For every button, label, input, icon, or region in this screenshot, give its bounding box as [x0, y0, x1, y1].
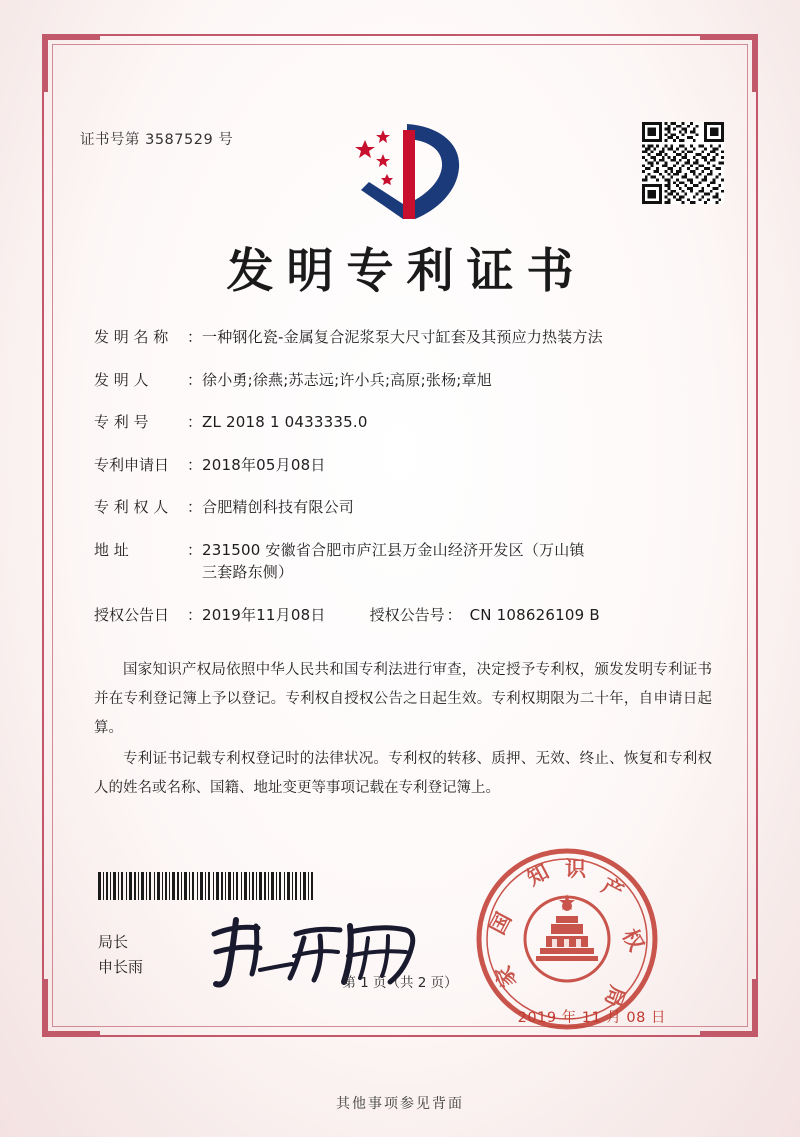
- field-value: 合肥精创科技有限公司: [202, 498, 355, 516]
- grant-number-value: CN 108626109 B: [469, 605, 600, 624]
- page-number: 第 1 页（共 2 页）: [342, 975, 458, 991]
- field-label: 授权公告日 ：: [94, 605, 202, 624]
- field-invention-name: [94, 326, 712, 349]
- svg-text:知: 知: [523, 859, 553, 891]
- page-title: 发明专利证书: [226, 244, 587, 299]
- grant-date-value: 2019年11月08日: [202, 605, 326, 624]
- address-line-2: 三套路东侧）: [202, 563, 294, 581]
- field-patent-number: [94, 411, 712, 434]
- address-line-1: 231500 安徽省合肥市庐江县万金山经济开发区（万山镇: [202, 540, 585, 559]
- svg-text:权: 权: [617, 925, 649, 955]
- field-label: 发 明 人 ：: [94, 370, 202, 389]
- svg-text:国: 国: [485, 908, 517, 939]
- field-value: 2018年05月08日: [202, 455, 326, 474]
- field-value: [202, 539, 712, 584]
- certificate-fields: [94, 326, 712, 646]
- footer-note: 其他事项参见背面: [336, 1096, 464, 1112]
- barcode-icon: [98, 872, 316, 900]
- qr-code-icon: [642, 122, 724, 204]
- field-grant-announcement: [94, 604, 712, 627]
- field-label: 专利申请日 ：: [94, 455, 202, 474]
- field-value: 徐小勇;徐燕;苏志远;许小兵;高原;张杨;章旭: [202, 370, 492, 389]
- field-label: 专 利 权 人 ：: [94, 498, 202, 516]
- field-value: ZL 2018 1 0433335.0: [202, 413, 368, 431]
- grant-number-group: [370, 604, 600, 627]
- svg-text:识: 识: [565, 857, 586, 881]
- field-application-date: [94, 454, 712, 477]
- field-inventors: [94, 369, 712, 392]
- field-label: 发 明 名 称 ：: [94, 328, 202, 346]
- field-label: 授权公告号 ：: [369, 605, 462, 624]
- field-patentee: [94, 496, 712, 519]
- director-label: 局长: [98, 933, 129, 951]
- legal-paragraphs: [94, 656, 712, 805]
- seal-date: 2019 年 11 月 08 日: [517, 1010, 666, 1026]
- paragraph-2: 专利证书记载专利权登记时的法律状况。专利权的转移、质押、无效、终止、恢复和专利权人的姓名或名称、国籍、地址变更等事项记载在专利登记簿上。: [94, 751, 712, 796]
- svg-text:家: 家: [490, 962, 521, 991]
- field-address: [94, 539, 712, 584]
- director-name: 申长雨: [98, 957, 144, 976]
- field-label: 地 址 ：: [94, 540, 202, 559]
- field-value: 一种钢化瓷-金属复合泥浆泵大尺寸缸套及其预应力热装方法: [202, 328, 603, 346]
- certificate-number: 证书号第 3587529 号: [80, 132, 234, 148]
- paragraph-1: 国家知识产权局依照中华人民共和国专利法进行审查，决定授予专利权，颁发发明专利证书并在专利登记簿上予以登记。专利权自授权公告之日起生效。专利权期限为二十年，自申请日起算。: [94, 662, 712, 736]
- cnipa-logo-icon: [325, 116, 475, 226]
- svg-text:局: 局: [600, 982, 630, 1011]
- svg-text:产: 产: [597, 873, 628, 905]
- field-label: 专 利 号 ：: [94, 413, 202, 431]
